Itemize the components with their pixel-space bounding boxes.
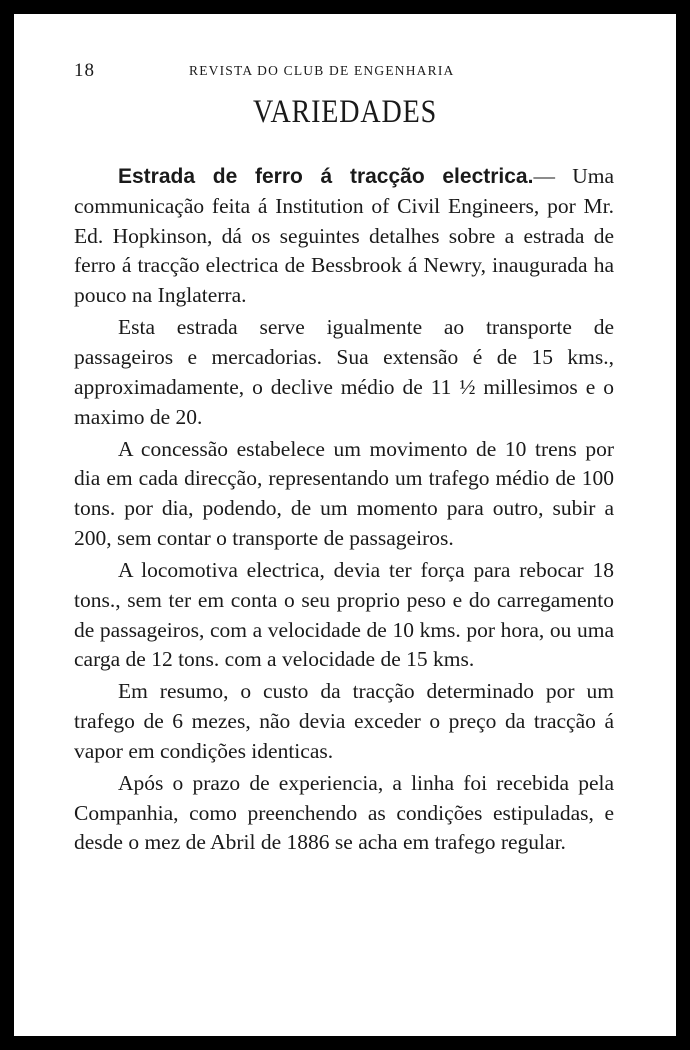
page-header <box>74 60 634 84</box>
article-paragraph: Após o prazo de experiencia, a linha foi recebida pela Companhia, como preenchendo as condições estipuladas, e desde o mez de Abril de 1886 se acha em trafego regular. <box>74 770 614 855</box>
running-head: REVISTA DO CLUB DE ENGENHARIA <box>189 63 455 78</box>
article-body <box>74 162 614 860</box>
article-paragraph: Em resumo, o custo da tracção determinado por um trafego de 6 mezes, não devia exceder o preço da tracção á vapor em condições identicas. <box>74 679 614 763</box>
article-paragraph <box>74 162 614 311</box>
article-subhead: Estrada de ferro á tracção electrica. <box>118 165 534 188</box>
page-number: 18 <box>74 60 95 81</box>
section-title: VARIEDADES <box>252 94 438 130</box>
article-paragraph: Esta estrada serve igualmente ao transporte de passageiros e mercadorias. Sua extensão é de 15 kms., approximadamente, o declive médio de 11 ½ millesimos e o maximo de 20. <box>74 315 614 429</box>
document-page <box>14 14 676 1036</box>
article-paragraph: A locomotiva electrica, devia ter força para rebocar 18 tons., sem ter em conta o seu proprio peso e do carregamento de passageiros, com a velocidade de 10 kms. por hora, ou uma carga de 12 tons. com a velocidade de 15 kms. <box>74 557 614 672</box>
article-paragraph: A concessão estabelece um movimento de 10 trens por dia em cada direcção, representando um trafego médio de 100 tons. por dia, podendo, de um momento para outro, subir a 200, sem contar o transporte de passageiros. <box>74 436 614 550</box>
article-paragraph-text: — Uma communicação feita á Institution of Civil Engineers, por Mr. Ed. Hopkinson, dá os seguintes detalhes sobre a estrada de ferro á tracção electrica de Bessbrook á Newry, inaugurada ha pouco na Inglaterra. <box>74 164 615 308</box>
